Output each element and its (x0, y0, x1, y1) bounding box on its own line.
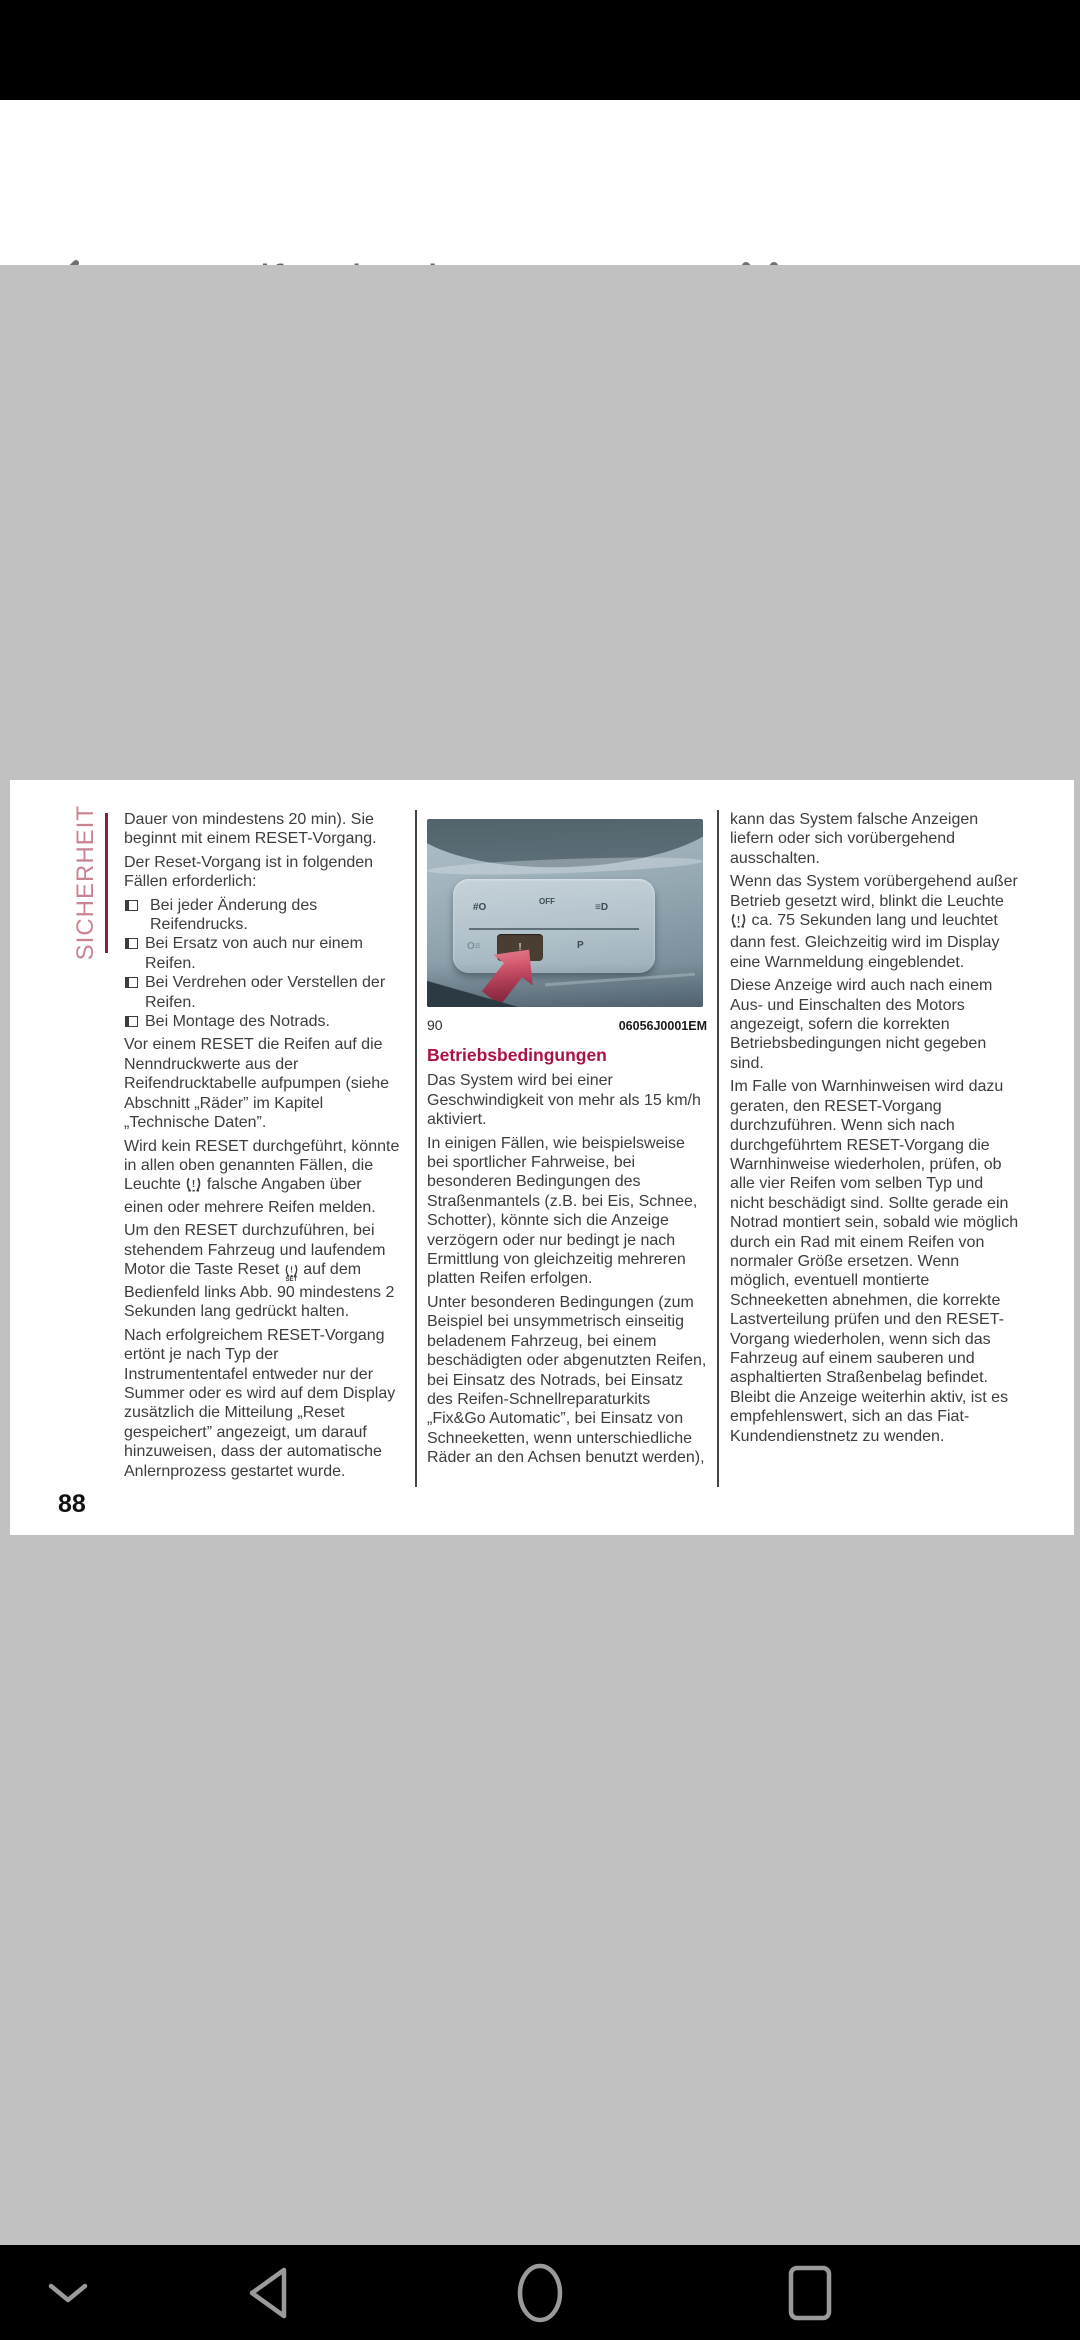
svg-text:!: ! (736, 914, 741, 926)
manual-page (10, 780, 1074, 1535)
home-circle-icon[interactable] (485, 2245, 595, 2340)
tpms-warning-lamp-icon (185, 1177, 202, 1197)
tpms-warning-lamp-icon (730, 913, 747, 933)
checkbox-bullet-icon (125, 938, 138, 949)
checkbox-bullet-icon (125, 977, 138, 988)
paragraph: Der Reset-Vorgang ist in folgenden Fällen erforderlich: (124, 853, 374, 891)
tpms-reset-set-button-icon: ! SET (285, 1264, 298, 1283)
text-column-3 (730, 810, 1020, 1450)
figure-code: 06056J0001EM (618, 1019, 707, 1033)
document-viewer-background[interactable] (0, 265, 1080, 2245)
svg-text:!: ! (289, 1264, 293, 1275)
paragraph: Um den RESET durchzuführen, bei stehendem Fahrzeug und laufendem Motor die Taste Reset ! SET auf dem Bedienfeld links Abb. 90 mindestens 2 Sekunden lang gedrückt halten. (124, 1222, 395, 1321)
paragraph: Nach erfolgreichem RESET-Vorgang ertönt je nach Typ der Instrumententafel entweder nur der Summer oder es wird auf dem Display zusätzlich die Mitteilung „Reset gespeichert” angezeigt, um darauf hinzuweisen, dass der automatische Anlernprozess gestartet wurde. (124, 1326, 396, 1480)
column-divider (717, 810, 719, 1487)
light-switch-panel (453, 879, 655, 973)
column-divider (415, 810, 417, 1487)
paragraph: Diese Anzeige wird auch nach einem Aus- und Einschalten des Motors angezeigt, sofern die korrekten Betriebsbedingungen nicht gegeben sind. (730, 977, 993, 1072)
instrument-dimmer-icon: O≡ (467, 941, 481, 952)
front-fog-light-icon: #O (473, 902, 487, 913)
tpms-reset-icon: ! (518, 941, 522, 953)
section-heading: Betriebsbedingungen (427, 1045, 607, 1065)
status-bar (0, 0, 1080, 100)
park-assist-icon: P (577, 940, 584, 951)
paragraph: In einigen Fällen, wie beispielsweise bei sportlicher Fahrweise, bei besonderen Bedingungen des Straßenmantels (z.B. bei Eis, Schnee, Schotter), könnte sich die Anzeige verzögern oder nur bedingt je nach Ermittlung von gleichzeitig mehreren platten Reifen erfolgen. (427, 1134, 698, 1288)
list-item: Bei Verdrehen oder Verstellen der Reifen. (124, 973, 405, 1012)
paragraph: Das System wird bei einer Geschwindigkeit von mehr als 15 km/h aktiviert. (427, 1072, 701, 1129)
list-item: Bei Montage des Notrads. (124, 1012, 405, 1031)
collapse-chevron-down-icon[interactable] (13, 2245, 123, 2340)
back-triangle-icon[interactable] (212, 2245, 322, 2340)
recents-square-icon[interactable] (755, 2245, 865, 2340)
figure-caption (427, 1016, 707, 1032)
paragraph: Vor einem RESET die Reifen auf die Nenndruckwerte aus der Reifendrucktabelle aufpumpen (siehe Abschnitt „Räder” im Kapitel „Technische Daten”. (124, 1036, 390, 1132)
svg-text:!: ! (192, 1179, 196, 1191)
text-column-2 (427, 819, 707, 1472)
figure-number: 90 (427, 1017, 443, 1033)
paragraph: Wenn das System vorübergehend außer Betrieb gesetzt wird, blinkt die Leuchte ! ca. 75 Sekunden lang und leuchtet dann fest. Gleichzeitig wird im Display eine Warnmeldung eingeblendet. (730, 873, 1018, 971)
chapter-sidebar-label: SICHERHEIT (60, 813, 108, 953)
viewer-header (0, 100, 1080, 265)
paragraph: Unter besonderen Bedingungen (zum Beispiel bei unsymmetrisch einseitig beladenem Fahrzeug, bei einem beschädigten oder abgenutzten Reifen, bei Einsatz des Notrads, bei Einsatz des Reifen-Schnellreparaturkits „Fix&Go Automatic”, bei Einsatz von Schneeketten, wenn unterschiedliche Räder an den Achsen benutzt werden), (427, 1293, 707, 1467)
paragraph: Dauer von mindestens 20 min). Sie beginnt mit einem RESET-Vorgang. (124, 811, 377, 848)
panel-divider-line (469, 928, 639, 930)
list-item: Bei jeder Änderung des Reifendrucks. (124, 896, 405, 935)
text-column-1 (124, 810, 405, 1485)
figure-dashboard-switch-panel-photo (427, 819, 703, 1007)
paragraph: kann das System falsche Anzeigen liefern oder sich vorübergehend ausschalten. (730, 811, 979, 867)
page-number: 88 (58, 1490, 86, 1518)
paragraph: Wird kein RESET durchgeführt, könnte in allen oben genannten Fällen, die Leuchte ! falsche Angaben über einen oder mehrere Reifen melden. (124, 1137, 400, 1216)
paragraph: Im Falle von Warnhinweisen wird dazu geraten, den RESET-Vorgang durchzuführen. Wenn sich nach durchgeführtem RESET-Vorgang die Warnhinweise wiederholen, prüfen, ob alle vier Reifen vom selben Typ und nicht beschädigt sind. Sollte gerade ein Notrad montiert sein, sobald wie möglich durch ein Rad mit einem Reifen von normaler Größe ersetzen. Wenn möglich, eventuell montierte Schneeketten abnehmen, die korrekte Lastverteilung prüfen und den RESET-Vorgang wiederholen, wenn sich das Fahrzeug auf einem sauberen und asphaltierten Straßenbelag befindet. Bleibt die Anzeige weiterhin aktiv, ist es empfehlenswert, sich an das Fiat-Kundendienstnetz zu wenden. (730, 1078, 1019, 1445)
android-navigation-bar (0, 2245, 1080, 2340)
esc-off-icon: OFF (539, 897, 555, 906)
checkbox-bullet-icon (125, 1016, 138, 1027)
headlight-leveling-icon: ≡D (595, 902, 609, 913)
checkbox-bullet-icon (125, 900, 138, 911)
list-item: Bei Ersatz von auch nur einem Reifen. (124, 934, 405, 973)
